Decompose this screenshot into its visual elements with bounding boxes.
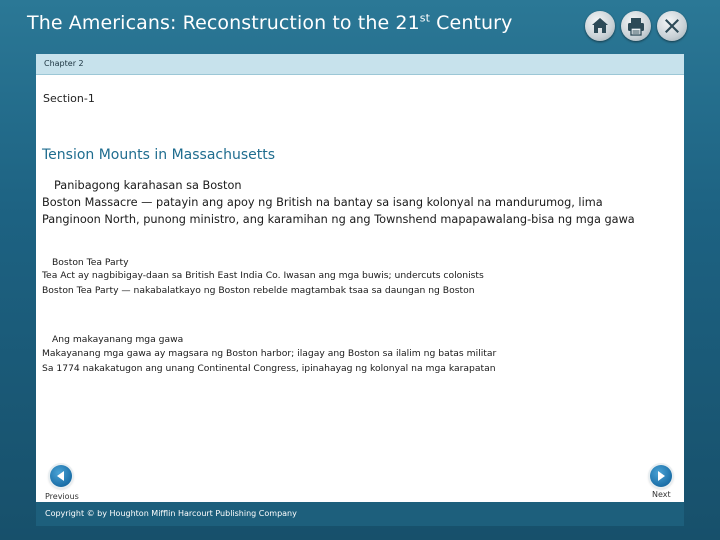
block1-title: Panibagong karahasan sa Boston — [54, 179, 242, 192]
block1-line-1: Boston Massacre — patayin ang apoy ng British na bantay sa isang kolonyal na mandurumog, lima — [42, 196, 603, 209]
home-button[interactable] — [585, 11, 615, 41]
footer-bar — [36, 502, 684, 526]
print-icon — [621, 11, 651, 41]
previous-button[interactable] — [50, 465, 72, 487]
arrow-right-icon — [650, 465, 672, 487]
chapter-bar — [36, 54, 684, 75]
section-label: Section-1 — [43, 92, 95, 105]
block1-line-2: Panginoon North, punong ministro, ang karamihan ng ang Townshend mapapawalang-bisa ng mga gawa — [42, 213, 635, 226]
close-icon — [657, 11, 687, 41]
block2-line-1: Tea Act ay nagbibigay-daan sa British East India Co. Iwasan ang mga buwis; undercuts colonists — [42, 270, 484, 281]
block2-line-2: Boston Tea Party — nakabalatkayo ng Boston rebelde magtambak tsaa sa daungan ng Boston — [42, 285, 475, 296]
arrow-left-icon — [50, 465, 72, 487]
block3-title: Ang makayanang mga gawa — [52, 334, 184, 345]
print-button[interactable] — [621, 11, 651, 41]
chapter-label: Chapter 2 — [44, 59, 84, 68]
title-suffix: Century — [430, 12, 513, 34]
title-superscript: st — [419, 11, 431, 25]
slide-heading: Tension Mounts in Massachusetts — [42, 147, 276, 163]
previous-label[interactable]: Previous — [45, 492, 79, 501]
close-button[interactable] — [657, 11, 687, 41]
home-icon — [585, 11, 615, 41]
block3-line-2: Sa 1774 nakakatugon ang unang Continental Congress, ipinahayag ng kolonyal na mga karapatan — [42, 363, 496, 374]
block3-line-1: Makayanang mga gawa ay magsara ng Boston harbor; ilagay ang Boston sa ilalim ng batas militar — [42, 348, 497, 359]
page-title — [27, 12, 512, 34]
copyright-text: Copyright © by Houghton Mifflin Harcourt Publishing Company — [45, 509, 297, 518]
title-prefix: The Americans: Reconstruction to the 21 — [27, 12, 420, 34]
next-label[interactable]: Next — [652, 490, 671, 499]
next-button[interactable] — [650, 465, 672, 487]
block2-title: Boston Tea Party — [52, 257, 129, 268]
content-panel — [36, 75, 684, 502]
